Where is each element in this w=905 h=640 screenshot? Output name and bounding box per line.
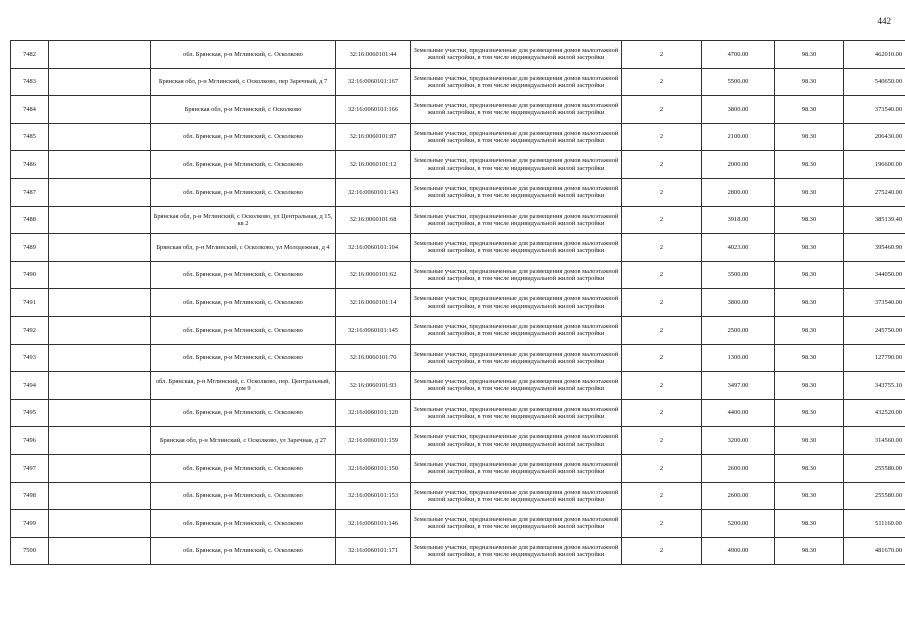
- row-number-cell: 7498: [11, 482, 49, 510]
- table-row: [11, 234, 905, 262]
- cadastral-number-cell: 32:16:0060101:146: [336, 510, 411, 538]
- cadastral-number-cell: 32:16:0060101:44: [336, 41, 411, 69]
- table-row: [11, 68, 905, 96]
- rate-cell: 98.30: [775, 454, 844, 482]
- area-cell: 1300.00: [702, 344, 775, 372]
- table-row: [11, 289, 905, 317]
- rate-cell: 98.30: [775, 372, 844, 400]
- cadastral-value-cell: 385139.40: [844, 206, 905, 234]
- area-cell: 2800.00: [702, 178, 775, 206]
- category-cell: 2: [622, 399, 702, 427]
- table-row: [11, 178, 905, 206]
- address-cell: обл. Брянская, р-н Мглинский, с. Осколково: [151, 537, 336, 565]
- purpose-cell: Земельные участки, предназначенные для размещения домов малоэтажной жилой застройки, в том числе индивидуальной жилой застройки: [411, 427, 622, 455]
- table-row: [11, 537, 905, 565]
- table-row: [11, 96, 905, 124]
- rate-cell: 98.30: [775, 427, 844, 455]
- purpose-cell: Земельные участки, предназначенные для размещения домов малоэтажной жилой застройки, в том числе индивидуальной жилой застройки: [411, 178, 622, 206]
- rate-cell: 98.30: [775, 344, 844, 372]
- category-cell: 2: [622, 372, 702, 400]
- purpose-cell: Земельные участки, предназначенные для размещения домов малоэтажной жилой застройки, в том числе индивидуальной жилой застройки: [411, 234, 622, 262]
- cadastral-number-cell: 32:16:0060101:166: [336, 96, 411, 124]
- address-cell: обл. Брянская, р-н Мглинский, с. Осколково: [151, 178, 336, 206]
- empty-cell: [49, 151, 151, 179]
- area-cell: 3918.00: [702, 206, 775, 234]
- cadastral-value-cell: 462010.00: [844, 41, 905, 69]
- cadastral-value-cell: 540650.00: [844, 68, 905, 96]
- address-cell: обл. Брянская, р-н Мглинский, с. Осколково: [151, 454, 336, 482]
- category-cell: 2: [622, 41, 702, 69]
- empty-cell: [49, 482, 151, 510]
- rate-cell: 98.30: [775, 206, 844, 234]
- cadastral-number-cell: 32:16:0060101:14: [336, 289, 411, 317]
- purpose-cell: Земельные участки, предназначенные для размещения домов малоэтажной жилой застройки, в том числе индивидуальной жилой застройки: [411, 68, 622, 96]
- row-number-cell: 7496: [11, 427, 49, 455]
- table-row: [11, 316, 905, 344]
- empty-cell: [49, 178, 151, 206]
- area-cell: 2500.00: [702, 316, 775, 344]
- cadastral-number-cell: 32:16:0060101:159: [336, 427, 411, 455]
- purpose-cell: Земельные участки, предназначенные для размещения домов малоэтажной жилой застройки, в том числе индивидуальной жилой застройки: [411, 316, 622, 344]
- table-row: [11, 427, 905, 455]
- cadastral-number-cell: 32:16:0060101:104: [336, 234, 411, 262]
- empty-cell: [49, 316, 151, 344]
- cadastral-value-cell: 511160.00: [844, 510, 905, 538]
- empty-cell: [49, 372, 151, 400]
- table-row: [11, 41, 905, 69]
- row-number-cell: 7484: [11, 96, 49, 124]
- address-cell: Брянская обл, р-н Мглинский, с Осколково, ул Центральная, д 15, кв 2: [151, 206, 336, 234]
- category-cell: 2: [622, 261, 702, 289]
- area-cell: 2600.00: [702, 454, 775, 482]
- cadastral-number-cell: 32:16:0060101:93: [336, 372, 411, 400]
- row-number-cell: 7493: [11, 344, 49, 372]
- empty-cell: [49, 399, 151, 427]
- cadastral-value-cell: 206430.00: [844, 123, 905, 151]
- category-cell: 2: [622, 510, 702, 538]
- category-cell: 2: [622, 234, 702, 262]
- row-number-cell: 7486: [11, 151, 49, 179]
- empty-cell: [49, 206, 151, 234]
- rate-cell: 98.30: [775, 68, 844, 96]
- cadastral-number-cell: 32:16:0060101:70: [336, 344, 411, 372]
- category-cell: 2: [622, 454, 702, 482]
- row-number-cell: 7490: [11, 261, 49, 289]
- empty-cell: [49, 454, 151, 482]
- rate-cell: 98.30: [775, 96, 844, 124]
- row-number-cell: 7485: [11, 123, 49, 151]
- purpose-cell: Земельные участки, предназначенные для размещения домов малоэтажной жилой застройки, в том числе индивидуальной жилой застройки: [411, 482, 622, 510]
- purpose-cell: Земельные участки, предназначенные для размещения домов малоэтажной жилой застройки, в том числе индивидуальной жилой застройки: [411, 41, 622, 69]
- category-cell: 2: [622, 537, 702, 565]
- rate-cell: 98.30: [775, 41, 844, 69]
- address-cell: обл. Брянская, р-н Мглинский, с. Осколково, пер. Центральный, дом 9: [151, 372, 336, 400]
- area-cell: 3500.00: [702, 261, 775, 289]
- empty-cell: [49, 427, 151, 455]
- address-cell: обл. Брянская, р-н Мглинский, с. Осколково: [151, 482, 336, 510]
- rate-cell: 98.30: [775, 510, 844, 538]
- cadastral-value-cell: 127790.00: [844, 344, 905, 372]
- cadastral-number-cell: 32:16:0060101:153: [336, 482, 411, 510]
- cadastral-value-cell: 314560.00: [844, 427, 905, 455]
- row-number-cell: 7483: [11, 68, 49, 96]
- table-row: [11, 510, 905, 538]
- cadastral-number-cell: 32:16:0060101:62: [336, 261, 411, 289]
- empty-cell: [49, 96, 151, 124]
- area-cell: 2600.00: [702, 482, 775, 510]
- purpose-cell: Земельные участки, предназначенные для размещения домов малоэтажной жилой застройки, в том числе индивидуальной жилой застройки: [411, 372, 622, 400]
- rate-cell: 98.30: [775, 289, 844, 317]
- rate-cell: 98.30: [775, 399, 844, 427]
- area-cell: 5200.00: [702, 510, 775, 538]
- cadastral-value-cell: 255580.00: [844, 454, 905, 482]
- empty-cell: [49, 289, 151, 317]
- rate-cell: 98.30: [775, 123, 844, 151]
- table-body: [11, 41, 905, 565]
- table-row: [11, 206, 905, 234]
- address-cell: обл. Брянская, р-н Мглинский, с. Осколково: [151, 399, 336, 427]
- area-cell: 4900.00: [702, 537, 775, 565]
- rate-cell: 98.30: [775, 261, 844, 289]
- purpose-cell: Земельные участки, предназначенные для размещения домов малоэтажной жилой застройки, в том числе индивидуальной жилой застройки: [411, 206, 622, 234]
- area-cell: 5500.00: [702, 68, 775, 96]
- row-number-cell: 7489: [11, 234, 49, 262]
- row-number-cell: 7495: [11, 399, 49, 427]
- row-number-cell: 7482: [11, 41, 49, 69]
- purpose-cell: Земельные участки, предназначенные для размещения домов малоэтажной жилой застройки, в том числе индивидуальной жилой застройки: [411, 123, 622, 151]
- table-row: [11, 372, 905, 400]
- table-row: [11, 261, 905, 289]
- empty-cell: [49, 261, 151, 289]
- cadastral-value-cell: 275240.00: [844, 178, 905, 206]
- purpose-cell: Земельные участки, предназначенные для размещения домов малоэтажной жилой застройки, в том числе индивидуальной жилой застройки: [411, 454, 622, 482]
- table-row: [11, 344, 905, 372]
- row-number-cell: 7500: [11, 537, 49, 565]
- purpose-cell: Земельные участки, предназначенные для размещения домов малоэтажной жилой застройки, в том числе индивидуальной жилой застройки: [411, 537, 622, 565]
- rate-cell: 98.30: [775, 178, 844, 206]
- cadastral-number-cell: 32:16:0060101:120: [336, 399, 411, 427]
- row-number-cell: 7492: [11, 316, 49, 344]
- cadastral-value-cell: 196600.00: [844, 151, 905, 179]
- cadastral-number-cell: 32:16:0060101:68: [336, 206, 411, 234]
- row-number-cell: 7491: [11, 289, 49, 317]
- table-row: [11, 454, 905, 482]
- purpose-cell: Земельные участки, предназначенные для размещения домов малоэтажной жилой застройки, в том числе индивидуальной жилой застройки: [411, 151, 622, 179]
- empty-cell: [49, 41, 151, 69]
- rate-cell: 98.30: [775, 316, 844, 344]
- area-cell: 3800.00: [702, 96, 775, 124]
- area-cell: 4023.00: [702, 234, 775, 262]
- empty-cell: [49, 234, 151, 262]
- cadastral-value-cell: 432520.00: [844, 399, 905, 427]
- rate-cell: 98.30: [775, 482, 844, 510]
- cadastral-number-cell: 32:16:0060101:12: [336, 151, 411, 179]
- rate-cell: 98.30: [775, 151, 844, 179]
- purpose-cell: Земельные участки, предназначенные для размещения домов малоэтажной жилой застройки, в том числе индивидуальной жилой застройки: [411, 96, 622, 124]
- cadastral-value-cell: 373540.00: [844, 96, 905, 124]
- area-cell: 3200.00: [702, 427, 775, 455]
- purpose-cell: Земельные участки, предназначенные для размещения домов малоэтажной жилой застройки, в том числе индивидуальной жилой застройки: [411, 344, 622, 372]
- category-cell: 2: [622, 96, 702, 124]
- empty-cell: [49, 537, 151, 565]
- table-row: [11, 151, 905, 179]
- category-cell: 2: [622, 316, 702, 344]
- empty-cell: [49, 68, 151, 96]
- cadastral-number-cell: 32:16:0060101:150: [336, 454, 411, 482]
- category-cell: 2: [622, 482, 702, 510]
- cadastral-value-cell: 344050.00: [844, 261, 905, 289]
- row-number-cell: 7488: [11, 206, 49, 234]
- area-cell: 2100.00: [702, 123, 775, 151]
- cadastral-number-cell: 32:16:0060101:87: [336, 123, 411, 151]
- empty-cell: [49, 123, 151, 151]
- table-row: [11, 123, 905, 151]
- address-cell: обл. Брянская, р-н Мглинский, с. Осколково: [151, 151, 336, 179]
- address-cell: обл. Брянская, р-н Мглинский, с. Осколково: [151, 344, 336, 372]
- purpose-cell: Земельные участки, предназначенные для размещения домов малоэтажной жилой застройки, в том числе индивидуальной жилой застройки: [411, 399, 622, 427]
- cadastral-number-cell: 32:16:0060101:167: [336, 68, 411, 96]
- cadastral-value-cell: 245750.00: [844, 316, 905, 344]
- row-number-cell: 7497: [11, 454, 49, 482]
- empty-cell: [49, 510, 151, 538]
- cadastral-value-cell: 395460.90: [844, 234, 905, 262]
- table-row: [11, 399, 905, 427]
- row-number-cell: 7487: [11, 178, 49, 206]
- category-cell: 2: [622, 344, 702, 372]
- row-number-cell: 7499: [11, 510, 49, 538]
- area-cell: 3800.00: [702, 289, 775, 317]
- purpose-cell: Земельные участки, предназначенные для размещения домов малоэтажной жилой застройки, в том числе индивидуальной жилой застройки: [411, 510, 622, 538]
- area-cell: 4700.00: [702, 41, 775, 69]
- category-cell: 2: [622, 68, 702, 96]
- row-number-cell: 7494: [11, 372, 49, 400]
- category-cell: 2: [622, 123, 702, 151]
- address-cell: обл. Брянская, р-н Мглинский, с. Осколково: [151, 123, 336, 151]
- address-cell: обл. Брянская, р-н Мглинский, с. Осколково: [151, 316, 336, 344]
- category-cell: 2: [622, 289, 702, 317]
- cadastral-value-cell: 343755.10: [844, 372, 905, 400]
- cadastral-value-cell: 373540.00: [844, 289, 905, 317]
- cadastral-value-cell: 481670.00: [844, 537, 905, 565]
- land-registry-table: [10, 40, 905, 565]
- address-cell: Брянская обл, р-н Мглинский, с Осколково, ул Заречная, д 27: [151, 427, 336, 455]
- purpose-cell: Земельные участки, предназначенные для размещения домов малоэтажной жилой застройки, в том числе индивидуальной жилой застройки: [411, 289, 622, 317]
- address-cell: Брянская обл, р-н Мглинский, с Осколково: [151, 96, 336, 124]
- category-cell: 2: [622, 427, 702, 455]
- cadastral-number-cell: 32:16:0060101:143: [336, 178, 411, 206]
- address-cell: обл. Брянская, р-н Мглинский, с. Осколково: [151, 41, 336, 69]
- area-cell: 2000.00: [702, 151, 775, 179]
- rate-cell: 98.30: [775, 234, 844, 262]
- address-cell: Брянская обл, р-н Мглинский, с Осколково, ул Молодежная, д 4: [151, 234, 336, 262]
- table-row: [11, 482, 905, 510]
- address-cell: Брянская обл, р-н Мглинский, с Осколково, пер Заречный, д 7: [151, 68, 336, 96]
- address-cell: обл. Брянская, р-н Мглинский, с. Осколково: [151, 261, 336, 289]
- purpose-cell: Земельные участки, предназначенные для размещения домов малоэтажной жилой застройки, в том числе индивидуальной жилой застройки: [411, 261, 622, 289]
- empty-cell: [49, 344, 151, 372]
- rate-cell: 98.30: [775, 537, 844, 565]
- area-cell: 4400.00: [702, 399, 775, 427]
- page-number: 442: [877, 16, 891, 26]
- cadastral-number-cell: 32:16:0060101:145: [336, 316, 411, 344]
- cadastral-number-cell: 32:16:0060101:171: [336, 537, 411, 565]
- address-cell: обл. Брянская, р-н Мглинский, с. Осколково: [151, 289, 336, 317]
- address-cell: обл. Брянская, р-н Мглинский, с. Осколково: [151, 510, 336, 538]
- category-cell: 2: [622, 206, 702, 234]
- category-cell: 2: [622, 151, 702, 179]
- cadastral-value-cell: 255580.00: [844, 482, 905, 510]
- category-cell: 2: [622, 178, 702, 206]
- area-cell: 3497.00: [702, 372, 775, 400]
